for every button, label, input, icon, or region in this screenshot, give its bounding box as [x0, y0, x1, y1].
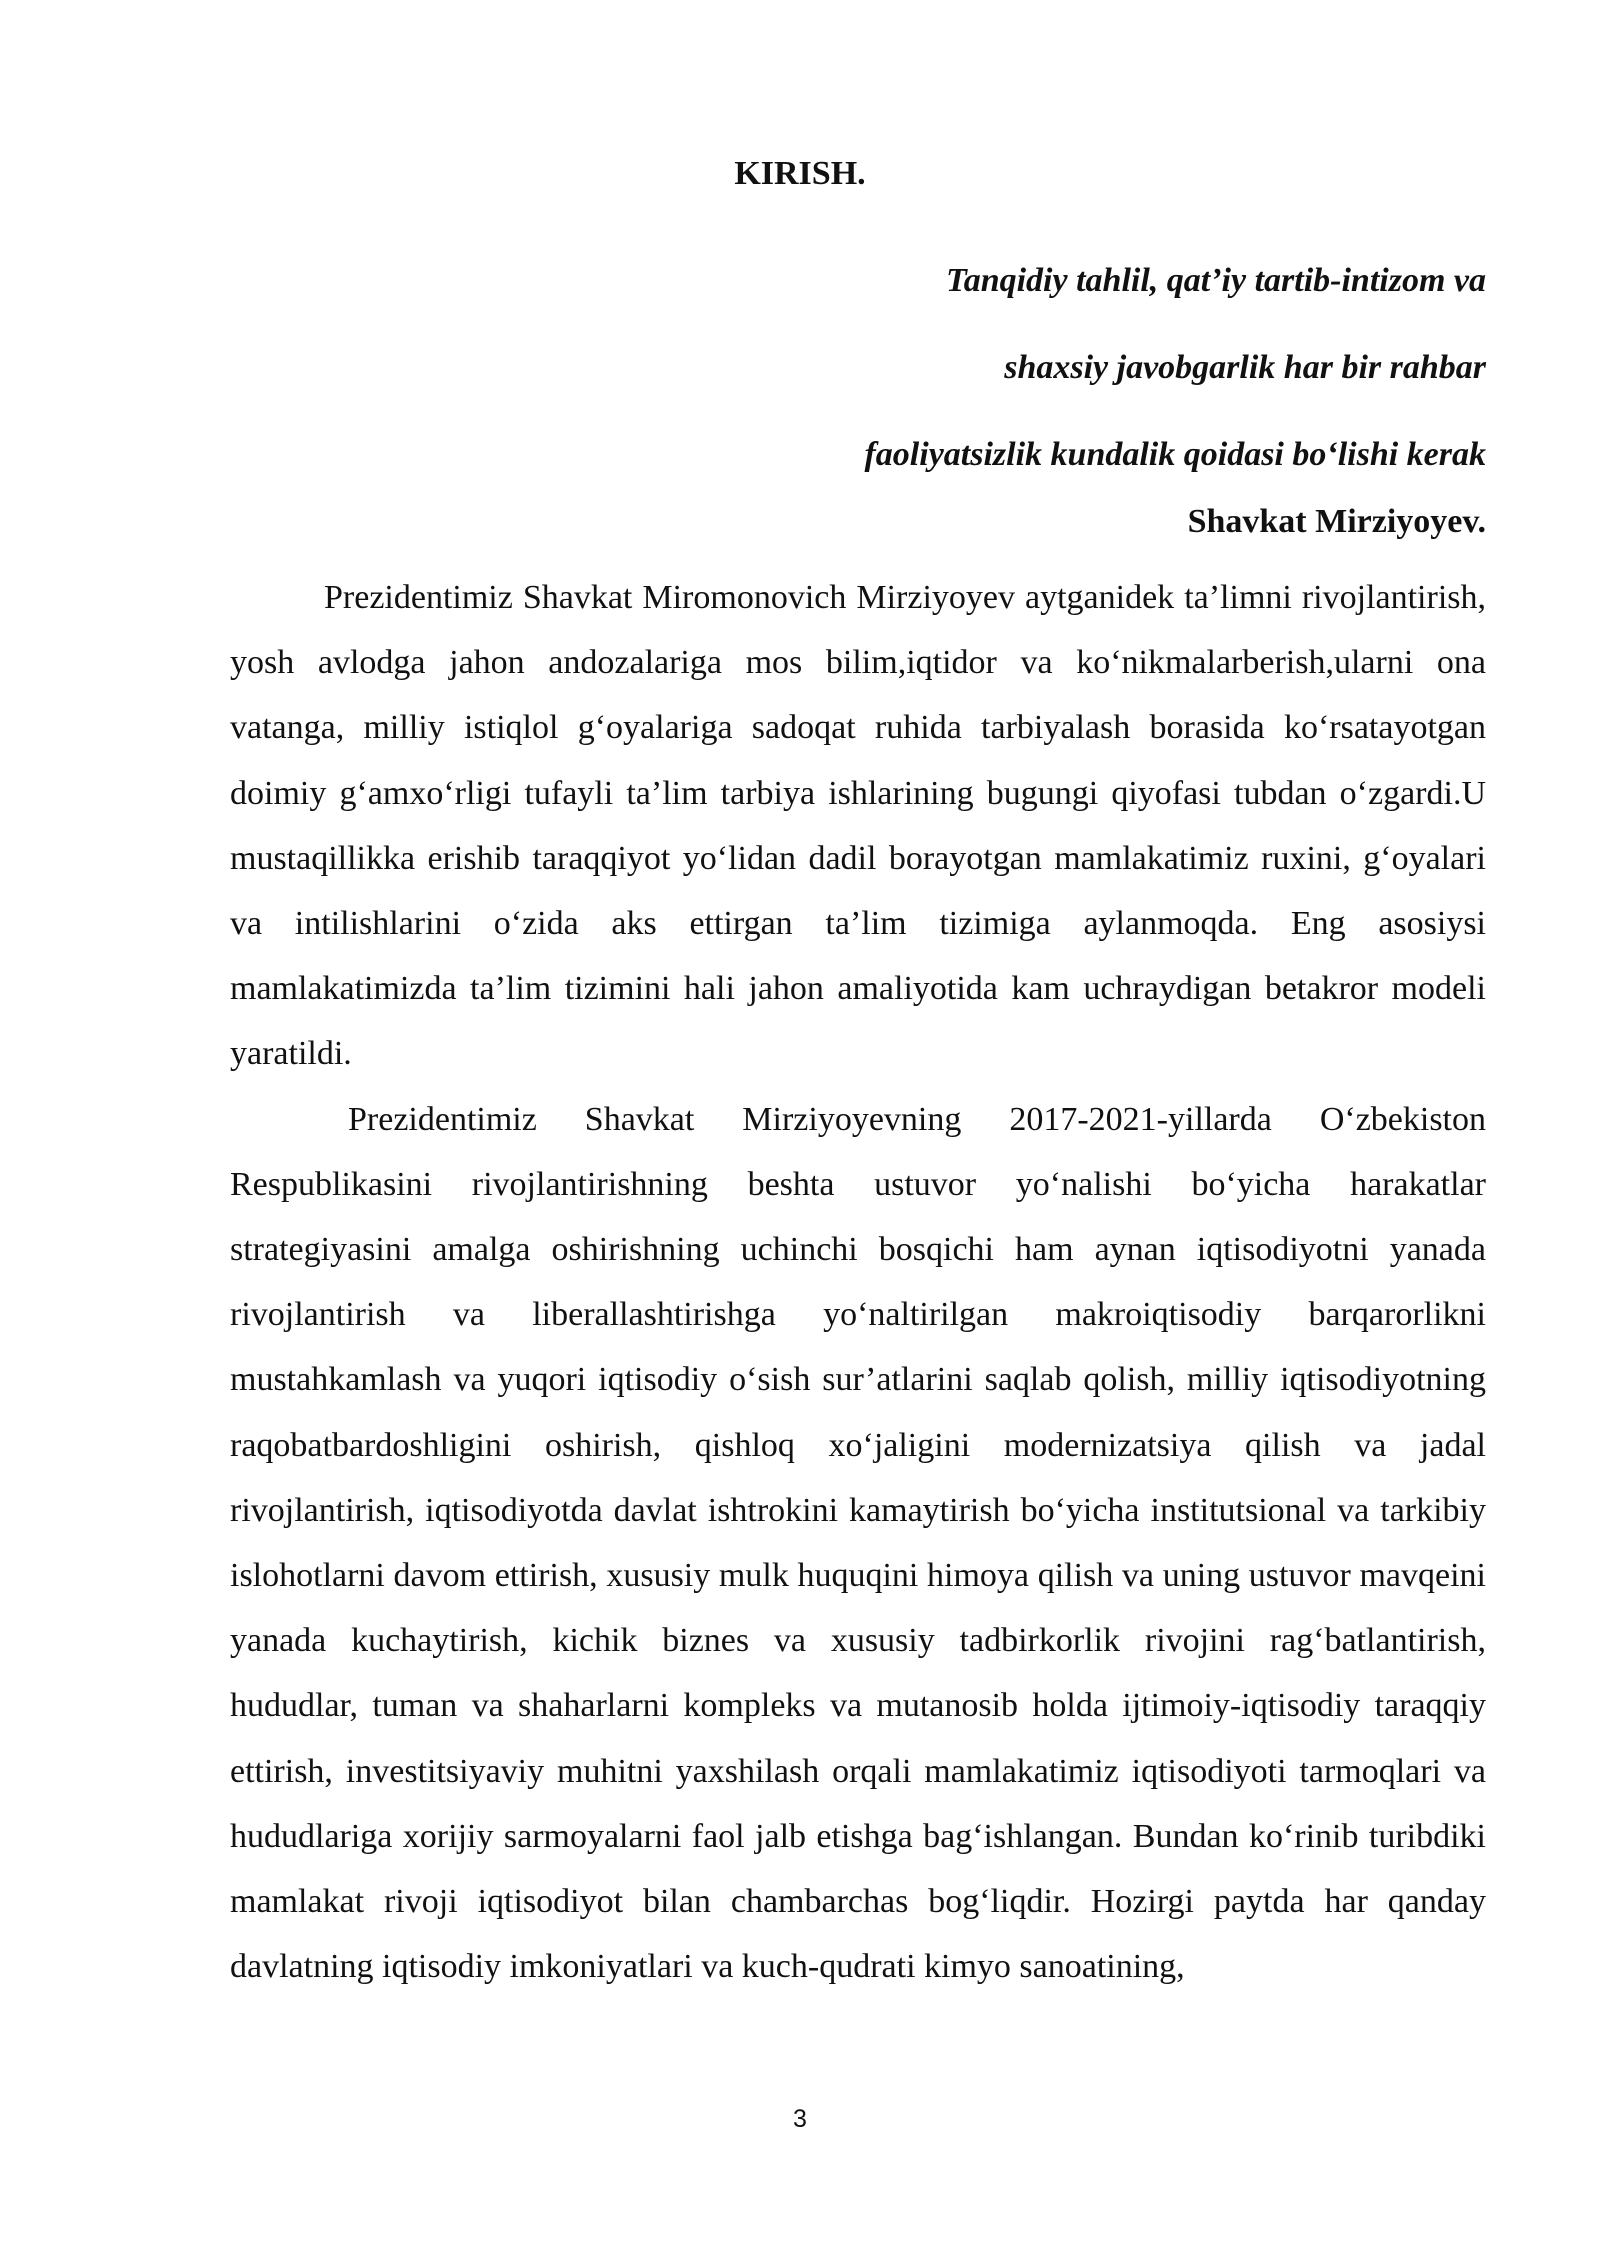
page-heading: KIRISH. [734, 155, 866, 192]
body-text [230, 565, 1486, 1999]
epigraph-line-2: shaxsiy javobgarlik har bir rahbar [1004, 349, 1486, 386]
epigraph [586, 237, 1486, 498]
epigraph-author: Shavkat Mirziyoyev. [1187, 503, 1486, 540]
epigraph-line-1: Tanqidiy tahlil, qat’iy tartib-intizom va [946, 262, 1486, 299]
epigraph-line-3: faoliyatsizlik kundalik qoidasi bo‘lishi kerak [864, 436, 1486, 473]
paragraph-1: Prezidentimiz Shavkat Miromonovich Mirziyoyev aytganidek ta’limni rivojlantirish, yosh avlodga jahon andozalariga mos bilim,iqtidor va ko‘nikmalarberish,ularni ona vatanga, milliy istiqlol g‘oyalariga sadoqat ruhida tarbiyalash borasida ko‘rsatayotgan doimiy g‘amxo‘rligi tufayli ta’lim tarbiya ishlarining bugungi qiyofasi tubdan o‘zgardi.U mustaqillikka erishib taraqqiyot yo‘lidan dadil borayotgan mamlakatimiz ruxini, g‘oyalari va intilishlarini o‘zida aks ettirgan ta’lim tizimiga aylanmoqda. Eng asosiysi mamlakatimizda ta’lim tizimini hali jahon amaliyotida kam uchraydigan betakror modeli yaratildi. [230, 579, 1486, 1073]
page-number: 3 [793, 2105, 807, 2133]
paragraph-2: Prezidentimiz Shavkat Mirziyoyevning 2017-2021-yillarda O‘zbekiston Respublikasini rivojlantirishning beshta ustuvor yo‘nalishi bo‘yicha harakatlar strategiyasini amalga oshirishning uchinchi bosqichi ham aynan iqtisodiyotni yanada rivojlantirish va liberallashtirishga yo‘naltirilgan makroiqtisodiy barqarorlikni mustahkamlash va yuqori iqtisodiy o‘sish sur’atlarini saqlab qolish, milliy iqtisodiyotning raqobatbardoshligini oshirish, qishloq xo‘jaligini modernizatsiya qilish va jadal rivojlantirish, iqtisodiyotda davlat ishtrokini kamaytirish bo‘yicha institutsional va tarkibiy islohotlarni davom ettirish, xususiy mulk huquqini himoya qilish va uning ustuvor mavqeini yanada kuchaytirish, kichik biznes va xususiy tadbirkorlik rivojini rag‘batlantirish, hududlar, tuman va shaharlarni kompleks va mutanosib holda ijtimoiy-iqtisodiy taraqqiy ettirish, investitsiyaviy muhitni yaxshilash orqali mamlakatimiz iqtisodiyoti tarmoqlari va hududlariga xorijiy sarmoyalarni faol jalb etishga bag‘ishlangan. Bundan ko‘rinib turibdiki mamlakat rivoji iqtisodiyot bilan chambarchas bog‘liqdir. Hozirgi paytda har qanday davlatning iqtisodiy imkoniyatlari va kuch-qudrati kimyo sanoatining, [230, 1100, 1486, 1986]
